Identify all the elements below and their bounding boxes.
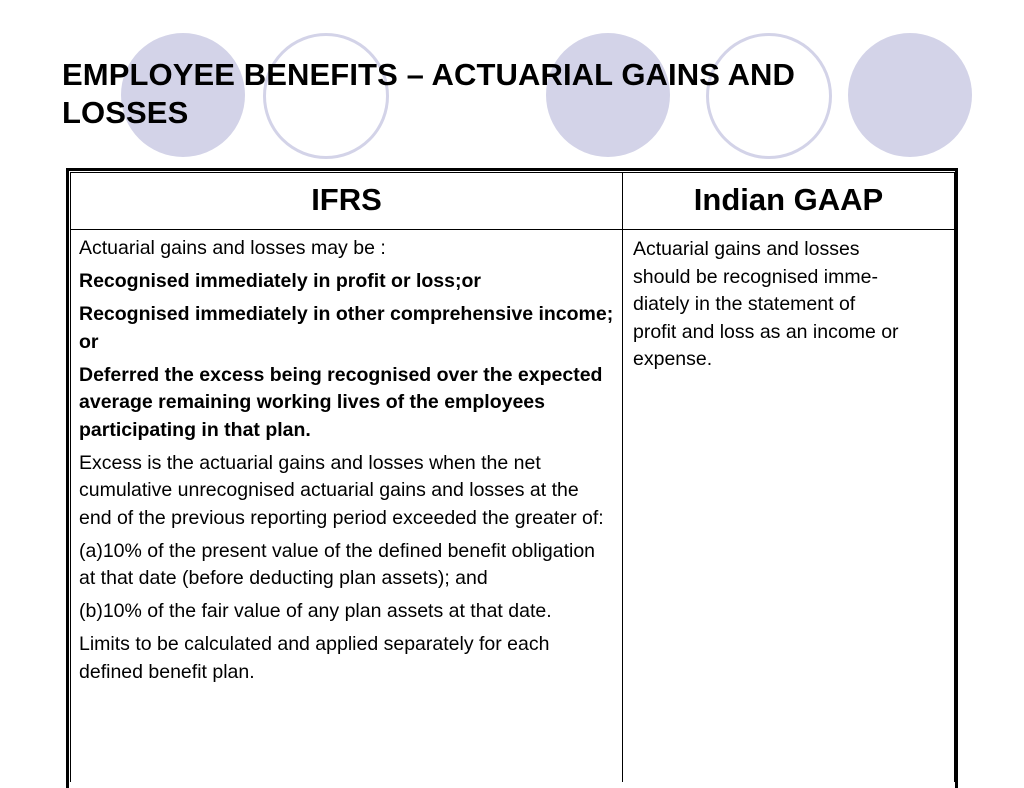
ifrs-point-a: (a)10% of the present value of the defined benefit obligation at that date (before deducting plan assets); and xyxy=(79,539,596,589)
ifrs-option-profit-or-loss: Recognised immediately in profit or loss;or xyxy=(79,270,481,292)
indian-gaap-text-line: should be recognised imme- xyxy=(633,265,878,288)
ifrs-excess-definition: Excess is the actuarial gains and losses when the net cumulative unrecognised actuarial gains and losses at the end of the previous reporting period exceeded the greater of: xyxy=(79,451,604,529)
column-header-ifrs: IFRS xyxy=(311,182,382,217)
ifrs-option-oci: Recognised immediately in other comprehensive income; or xyxy=(79,303,614,353)
ifrs-limits: Limits to be calculated and applied separately for each defined benefit plan. xyxy=(79,633,550,683)
column-header-indian-gaap: Indian GAAP xyxy=(693,182,884,217)
indian-gaap-text-line: expense. xyxy=(633,348,713,370)
slide-title-line2: LOSSES xyxy=(62,95,189,130)
ifrs-point-b: (b)10% of the fair value of any plan assets at that date. xyxy=(79,600,552,622)
ifrs-option-deferred: Deferred the excess being recognised over the expected average remaining working lives of the employees participating in that plan. xyxy=(79,363,603,441)
slide-title-line1: EMPLOYEE BENEFITS – ACTUARIAL GAINS AND xyxy=(62,57,796,92)
ifrs-cell xyxy=(79,235,615,692)
indian-gaap-cell xyxy=(633,236,951,374)
indian-gaap-text-line: profit and loss as an income or xyxy=(633,320,899,343)
indian-gaap-text-line: diately in the statement of xyxy=(633,293,856,315)
ifrs-intro: Actuarial gains and losses may be : xyxy=(79,237,386,259)
table-header-divider xyxy=(70,229,955,230)
indian-gaap-text-line: Actuarial gains and losses xyxy=(633,238,860,260)
table-column-divider xyxy=(622,172,623,782)
slide-title xyxy=(62,56,962,132)
